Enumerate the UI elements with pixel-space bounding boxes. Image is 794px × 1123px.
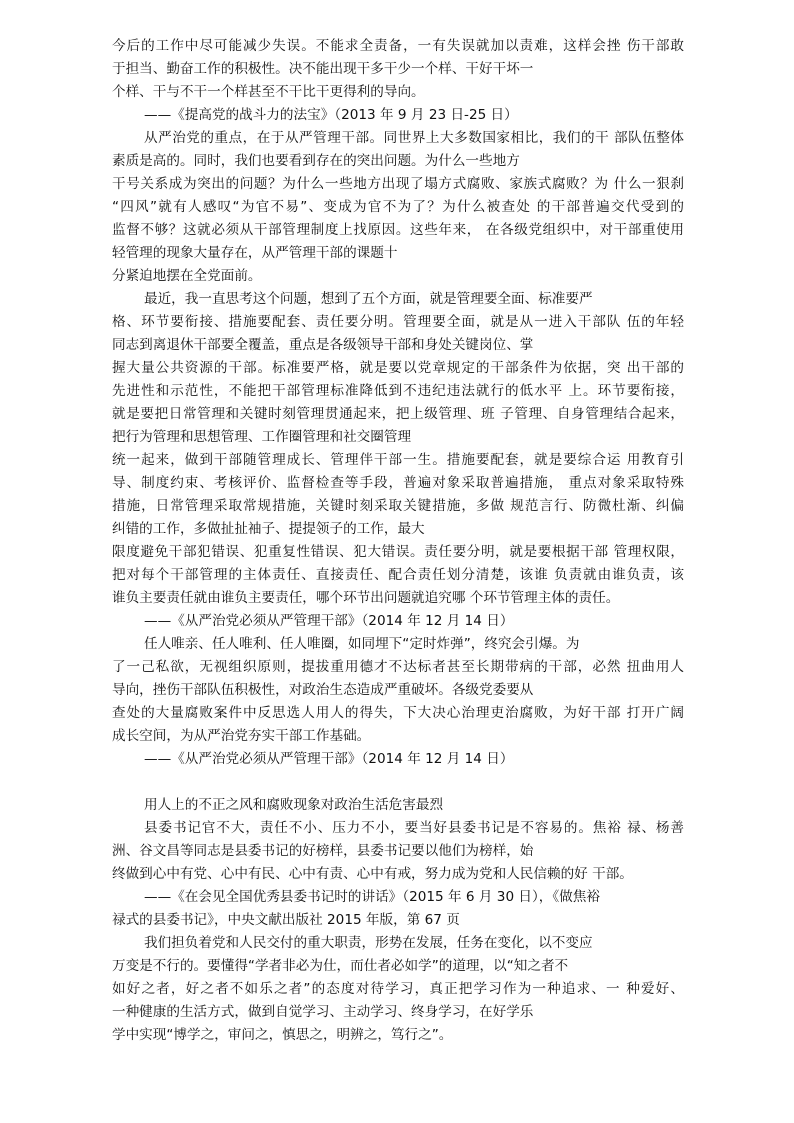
text-line: 最近，我一直思考这个问题，想到了五个方面，就是管理要全面、标准要严 [144,291,593,307]
text-line: 学中实现“博学之，审问之，慎思之，明辨之，笃行之”。 [112,1027,453,1043]
text-line: 成长空间，为从严治党夯实干部工作基础。 [112,728,371,744]
text-line: 了一己私欲，无视组织原则，提拔重用德才不达标者甚至长期带病的干部，必然 扭曲用人 [112,659,684,675]
text-line: 统一起来，做到干部随管理成长、管理伴干部一生。措施要配套，就是要综合运 用教育引 [112,452,684,468]
text-line: 限度避免干部犯错误、犯重复性错误、犯大错误。责任要分明，就是要根据干部 管理权限， [112,544,684,560]
text-line: 用人上的不正之风和腐败现象对政治生活危害最烈 [144,797,444,813]
text-line: 措施，日常管理采取常规措施，关键时刻采取关键措施，多做 规范言行、防微杜渐、纠偏 [112,498,684,514]
text-line [112,771,684,794]
text-line: 我们担负着党和人民交付的重大职责，形势在发展，任务在变化，以不变应 [144,935,593,951]
text-line: ——《提高党的战斗力的法宝》（2013 年 9 月 23 日-25 日） [144,107,518,123]
text-line: 轻管理的现象大量存在，从严管理干部的课题十 [112,245,398,261]
text-line: 监督不够？这就必须从干部管理制度上找原因。这些年来， 在各级党组织中，对干部重使用 [112,222,684,238]
text-line: 同志到离退休干部要全覆盖，重点是各级领导干部和身处关键岗位、掌 [112,337,534,353]
text-line: 县委书记官不大，责任不小、压力不小，要当好县委书记是不容易的。焦裕 禄、杨善 [144,820,684,836]
text-line: 格、环节要衔接、措施要配套、责任要分明。管理要全面，就是从一进入干部队 伍的年轻 [112,314,684,330]
text-line: 任人唯亲、任人唯利、任人唯圈，如同埋下“定时炸弹”，终究会引爆。为 [144,636,580,652]
text-line: 纠错的工作，多做扯扯袖子、提提领子的工作，最大 [112,521,425,537]
text-line: 导向，挫伤干部队伍积极性，对政治生态造成严重破坏。各级党委要从 [112,682,534,698]
text-line: 于担当、勤奋工作的积极性。决不能出现干多干少一个样、干好干坏一 [112,61,534,77]
text-line: 从严治党的重点，在于从严管理干部。同世界上大多数国家相比，我们的干 部队伍整体 [144,130,684,146]
text-line: 今后的工作中尽可能减少失误。不能求全责备，一有失误就加以责难，这样会挫 伤干部敢 [112,38,684,54]
text-line: 分紧迫地摆在全党面前。 [112,268,262,284]
text-line: 素质是高的。同时，我们也要看到存在的突出问题。为什么一些地方 [112,153,520,169]
text-line: 查处的大量腐败案件中反思选人用人的得失，下大决心治理吏治腐败，为好干部 打开广阔 [112,705,684,721]
text-line: ——《从严治党必须从严管理干部》（2014 年 12 月 14 日） [144,751,514,767]
text-line: 洲、谷文昌等同志是县委书记的好榜样，县委书记要以他们为榜样，始 [112,843,534,859]
text-line: 握大量公共资源的干部。标准要严格，就是要以党章规定的干部条件为依据，突 出干部的 [112,360,684,376]
text-line: 一种健康的生活方式，做到自觉学习、主动学习、终身学习，在好学乐 [112,1004,534,1020]
text-line: 先进性和示范性，不能把干部管理标准降低到不违纪违法就行的低水平 上。环节要衔接， [112,383,684,399]
text-line: ——《在会见全国优秀县委书记时的讲话》（2015 年 6 月 30 日），《做焦裕 [144,889,600,905]
text-line: “四风”就有人感叹“为官不易”、变成为官不为了？为什么被查处 的干部普遍交代受到的 [112,199,684,215]
text-line: 万变是不行的。要懂得“学者非必为仕，而仕者必如学”的道理，以“知之者不 [112,958,569,974]
text-line: 干号关系成为突出的问题？为什么一些地方出现了塌方式腐败、家族式腐败？为 什么一狠刹 [112,176,684,192]
text-line: 就是要把日常管理和关键时刻管理贯通起来，把上级管理、班 子管理、自身管理结合起来， [112,406,684,422]
text-line: 导、制度约束、考核评价、监督检查等手段，普遍对象采取普遍措施， 重点对象采取特殊 [112,475,684,491]
text-line: 谁负主要责任就由谁负主要责任，哪个环节出问题就追究哪 个环节管理主体的责任。 [112,590,620,606]
text-line: 把行为管理和思想管理、工作圈管理和社交圈管理 [112,429,412,445]
text-line: ——《从严治党必须从严管理干部》（2014 年 12 月 14 日） [144,613,514,629]
text-line: 禄式的县委书记》，中央文献出版社 2015 年版，第 67 页 [112,912,460,928]
text-line: 如好之者，好之者不如乐之者”的态度对待学习，真正把学习作为一种追求、一 种爱好、 [112,981,684,997]
text-line: 终做到心中有党、心中有民、心中有责、心中有戒，努力成为党和人民信赖的好 干部。 [112,866,633,882]
text-line: 个样、干与不干一个样甚至不干比干更得利的导向。 [112,84,425,100]
text-line: 把对每个干部管理的主体责任、直接责任、配合责任划分清楚，该谁 负责就由谁负责，该 [112,567,684,583]
